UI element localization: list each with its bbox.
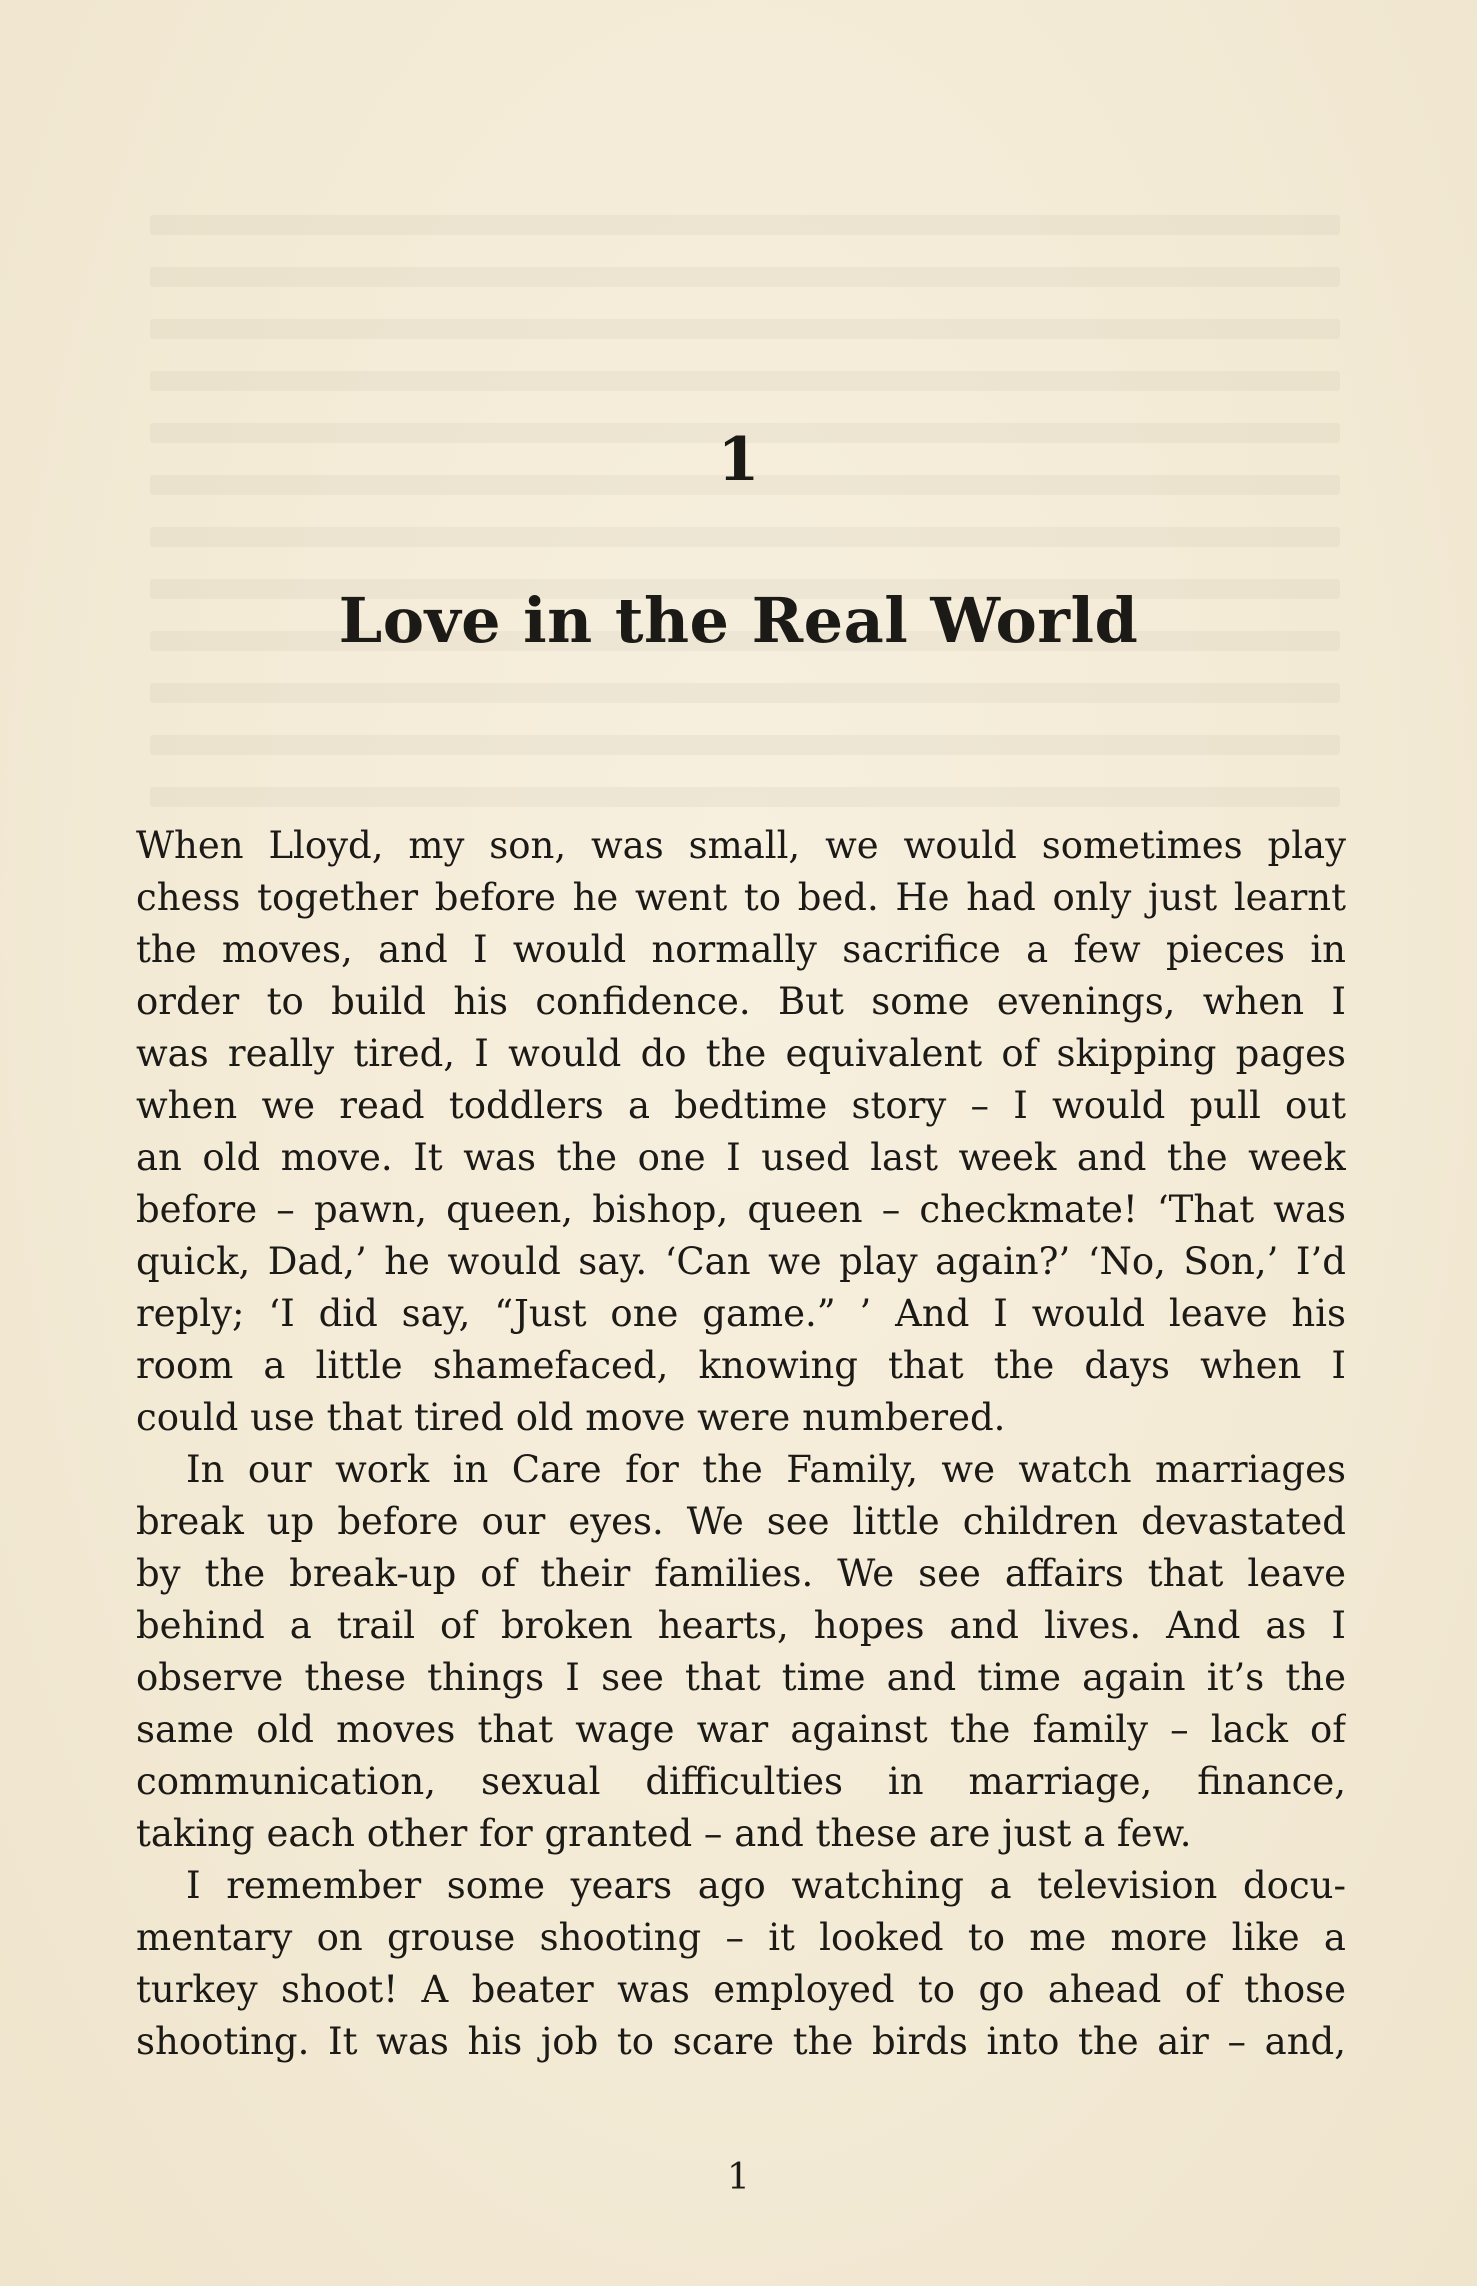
- text-line: when we read toddlers a bedtime story – I would pull out: [136, 1084, 1346, 1127]
- text-line: communication, sexual difficulties in marriage, finance,: [136, 1760, 1346, 1803]
- text-line: could use that tired old move were numbered.: [136, 1396, 1006, 1439]
- text-line: before – pawn, queen, bishop, queen – checkmate! ‘That was: [136, 1188, 1346, 1231]
- text-line: an old move. It was the one I used last week and the week: [136, 1136, 1346, 1179]
- body-text: [136, 820, 1346, 2068]
- paragraph: [136, 1444, 1346, 1860]
- text-line: observe these things I see that time and time again it’s the: [136, 1656, 1346, 1699]
- text-line: break up before our eyes. We see little children devastated: [136, 1500, 1346, 1543]
- chapter-title: Love in the Real World: [338, 584, 1139, 657]
- text-line: by the break-up of their families. We see affairs that leave: [136, 1552, 1346, 1595]
- text-line: shooting. It was his job to scare the birds into the air – and,: [136, 2020, 1346, 2063]
- text-line: behind a trail of broken hearts, hopes and lives. And as I: [136, 1604, 1346, 1647]
- chapter-number: 1: [717, 425, 760, 495]
- text-line: quick, Dad,’ he would say. ‘Can we play again?’ ‘No, Son,’ I’d: [136, 1240, 1346, 1283]
- paragraph: [136, 820, 1346, 1444]
- text-line: In our work in Care for the Family, we watch marriages: [186, 1448, 1346, 1491]
- text-line: order to build his confidence. But some evenings, when I: [136, 980, 1346, 1023]
- text-line: When Lloyd, my son, was small, we would sometimes play: [136, 824, 1346, 867]
- page-number: 1: [727, 2157, 750, 2198]
- text-line: the moves, and I would normally sacrifice a few pieces in: [136, 928, 1346, 971]
- text-line: room a little shamefaced, knowing that the days when I: [136, 1344, 1346, 1387]
- text-line: was really tired, I would do the equivalent of skipping pages: [136, 1032, 1346, 1075]
- text-line: chess together before he went to bed. He had only just learnt: [136, 876, 1346, 919]
- text-line: same old moves that wage war against the family – lack of: [136, 1708, 1346, 1751]
- text-line: turkey shoot! A beater was employed to go ahead of those: [136, 1968, 1346, 2011]
- text-line: mentary on grouse shooting – it looked to me more like a: [136, 1916, 1346, 1959]
- text-line: taking each other for granted – and these are just a few.: [136, 1812, 1192, 1855]
- paragraph: [136, 1860, 1346, 2068]
- text-line: reply; ‘I did say, “Just one game.” ’ And I would leave his: [136, 1292, 1346, 1335]
- text-line: I remember some years ago watching a television docu-: [186, 1864, 1346, 1907]
